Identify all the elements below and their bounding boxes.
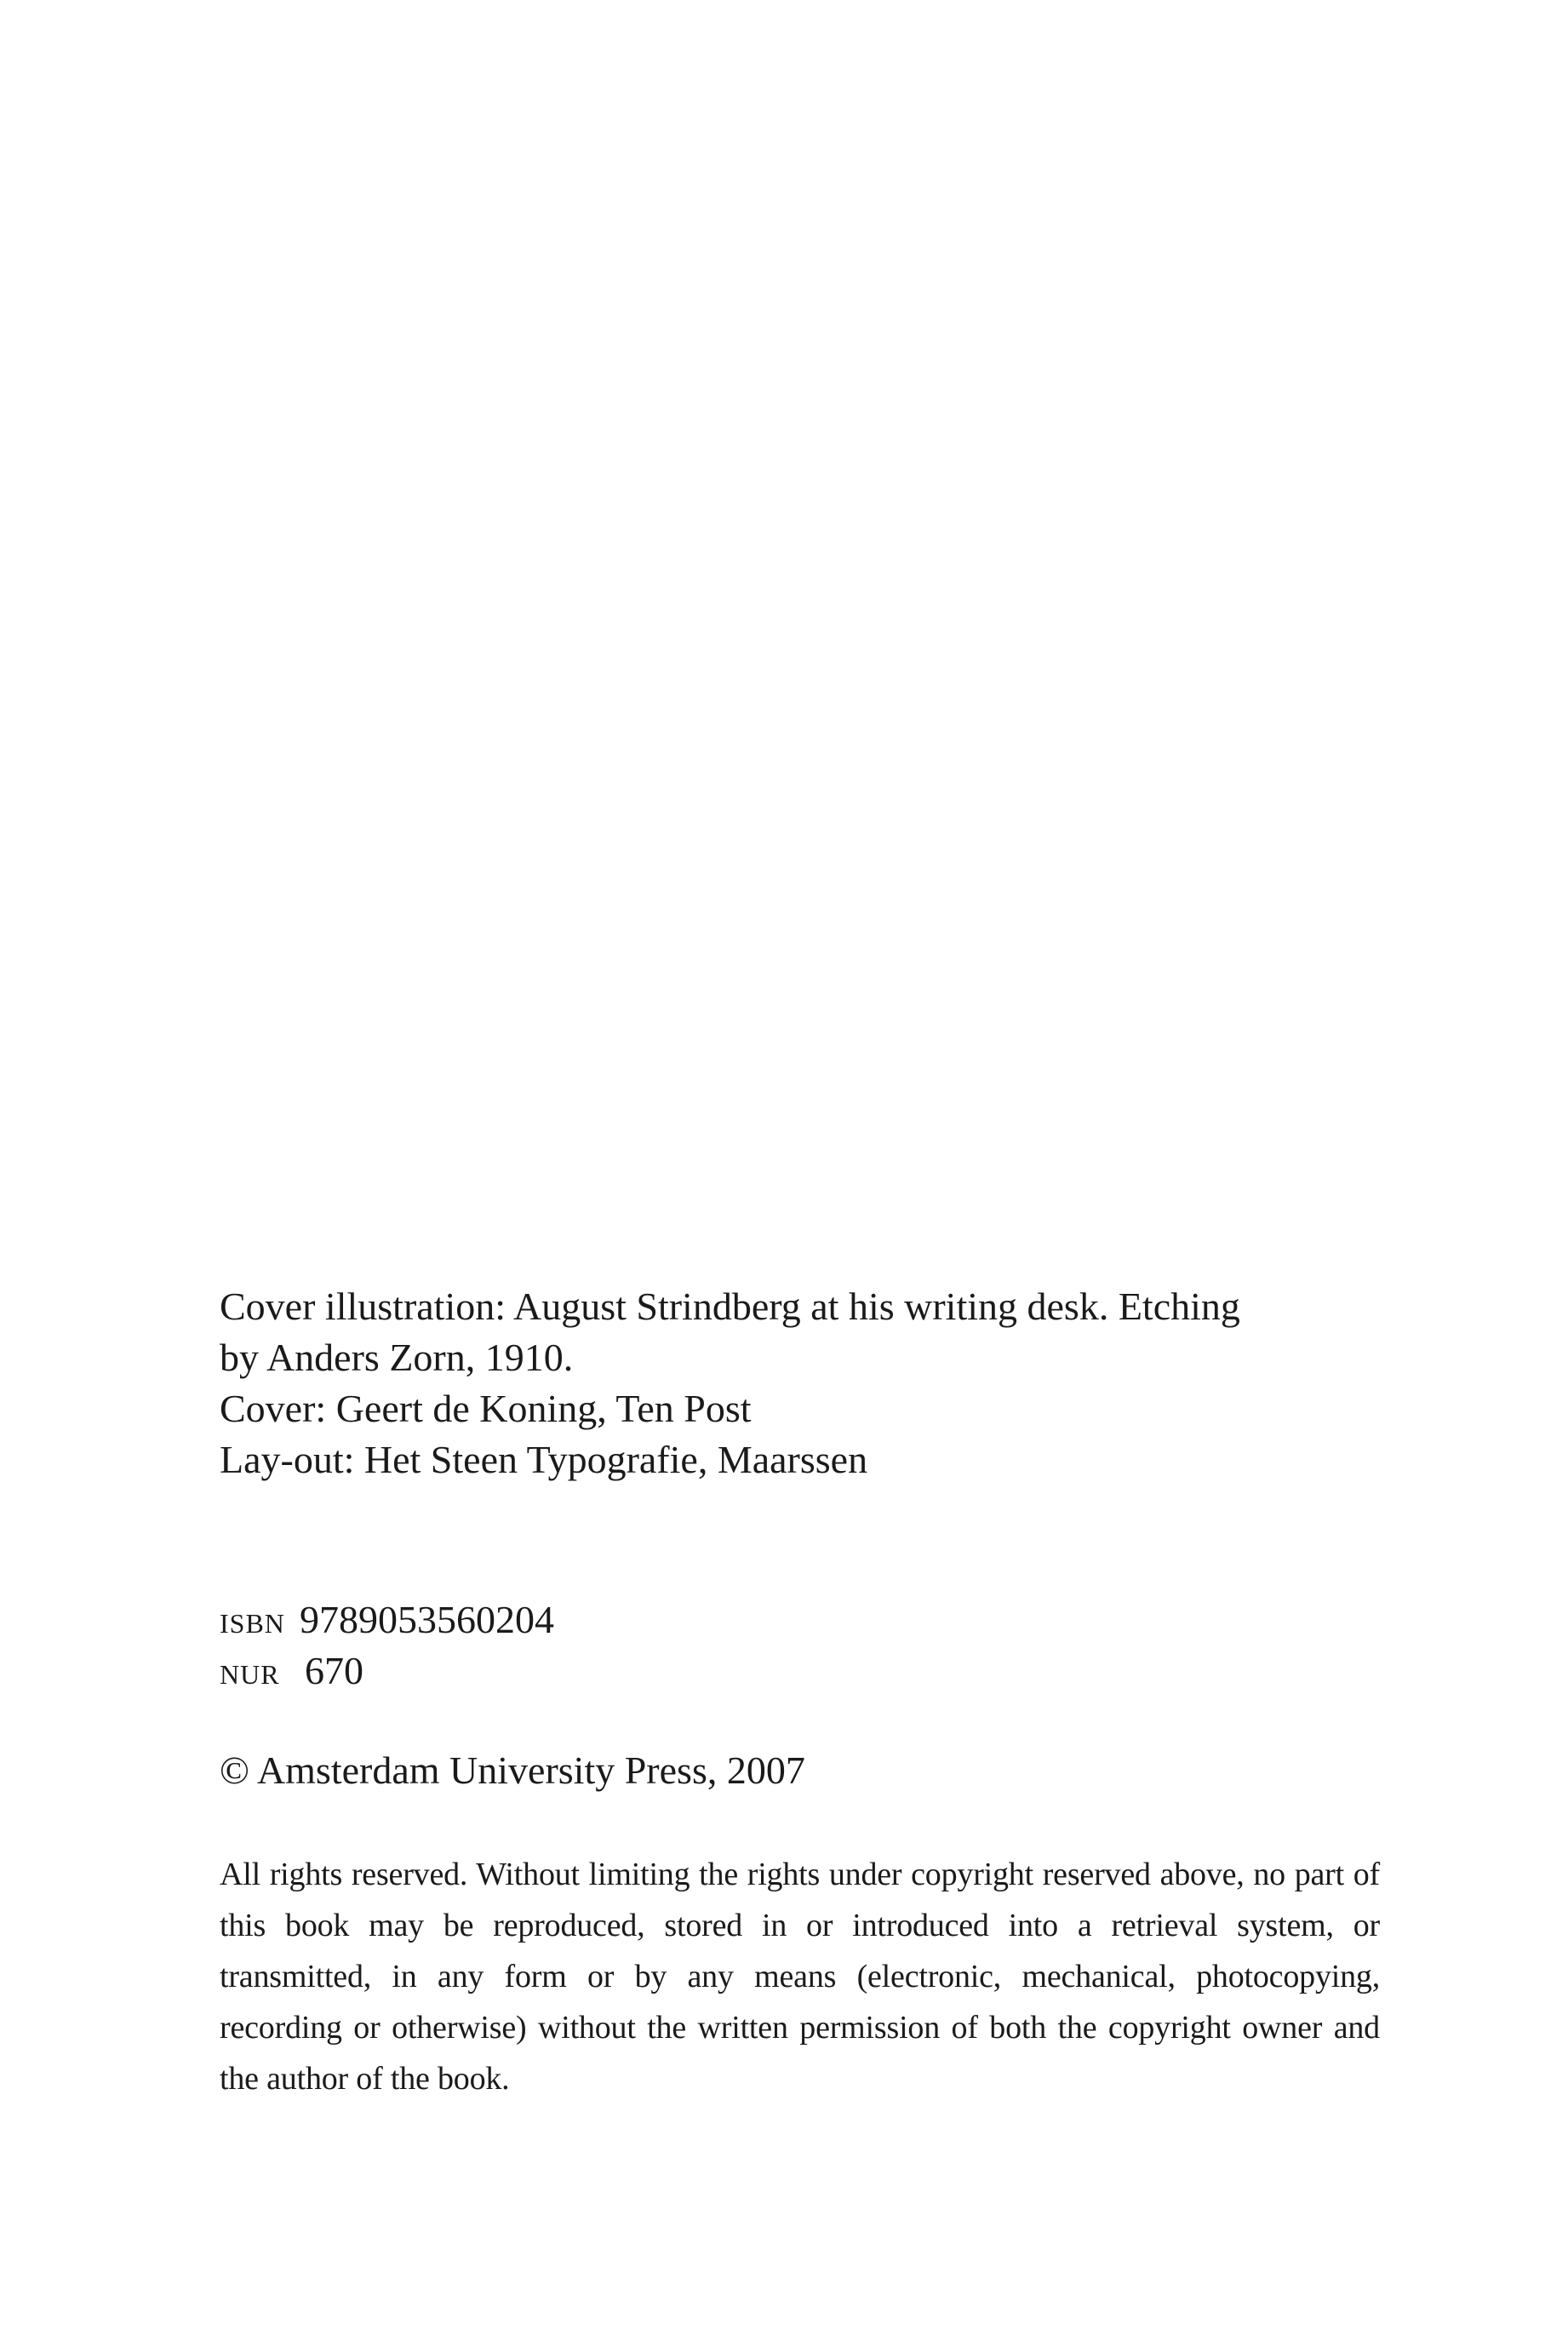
cover-design-credit: Cover: Geert de Koning, Ten Post: [220, 1387, 752, 1430]
nur-line: [220, 1645, 554, 1697]
layout-credit: Lay-out: Het Steen Typografie, Maarssen: [220, 1438, 868, 1481]
copyright-notice: © Amsterdam University Press, 2007: [220, 1748, 805, 1792]
book-codes: [220, 1594, 554, 1697]
isbn-label: isbn: [220, 1598, 285, 1641]
isbn-line: [220, 1594, 554, 1645]
nur-label: nur: [220, 1649, 280, 1692]
cover-illustration-credit-line-1: Cover illustration: August Strindberg at his writing desk. Etching: [220, 1285, 1240, 1328]
nur-value: 670: [305, 1649, 363, 1692]
isbn-value: 9789053560204: [300, 1598, 554, 1641]
cover-illustration-credit-line-2: by Anders Zorn, 1910.: [220, 1336, 574, 1379]
rights-reserved-paragraph: All rights reserved. Without limiting the rights under copyright reserved above, no part of this book may be reproduced, stored in or introduced into a retrieval system, or transmitted, in any form or by any means (electronic, mechanical, photocopying, recording or otherwise) without the written permission of both the copyright owner and the author of the book.: [220, 1857, 1380, 2097]
credits-block: [220, 1281, 1394, 1485]
